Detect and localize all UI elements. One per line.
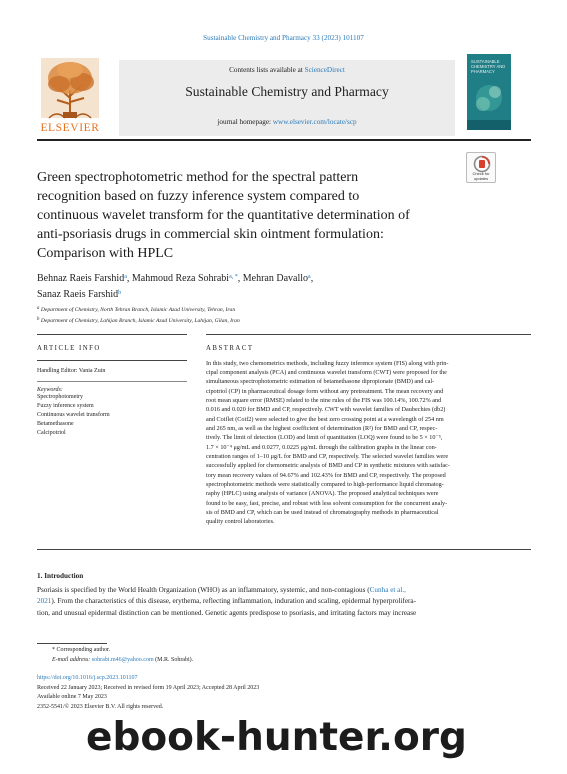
handling-editor: Handling Editor: Vania Zuin xyxy=(37,367,106,374)
journal-masthead xyxy=(37,52,531,136)
affiliation-item xyxy=(37,315,517,326)
email-label: E-mail address: xyxy=(52,656,92,663)
section-heading-introduction: 1. Introduction xyxy=(37,572,84,580)
affiliation-tag: a xyxy=(37,306,40,311)
affiliation-text: Department of Chemistry, North Tehran Branch, Islamic Azad University, Tehran, Iran xyxy=(40,307,236,313)
author-separator: , xyxy=(237,273,243,284)
received-dates: Received 22 January 2023; Received in revised form 19 April 2023; Accepted 28 April 2023 xyxy=(37,684,260,691)
journal-homepage-link[interactable]: www.elsevier.com/locate/scp xyxy=(272,118,357,126)
abstract-text: In this study, two chemometrics methods, including fuzzy inference system (FIS) along with prin- cipal component analysis (PCA) and continuous wavelet transform (CWT) were proposed for the simultaneous spectrophotometric estimation of betamethasone dipropionate (BMD) and cal- cipotriol (CP) in pharmaceutical dosage form without any pretreatment. The mean recovery and root mean square error (RMSE) related to the nine rules of the FIS was 100.14%, 100.72% and 0.016 and 0.020 for BMD and CP, respectively. CWT with wavelet families of Daubechies (db2) and Coiflet (Coif2) were selected to give the best zero crossing point at a wavelength of 254 nm and 265 nm, as well as the highest coefficient of determination (R²) for BMD and CP, respec- tively. The limit of detection (LOD) and limit of quantitation (LOQ) were found to be 5 × 10⁻⁵, 1.7 × 10⁻⁴ μg/mL and 0.0277, 0.0225 μg/mL through the calibration graphs in the linear con- centration ranges of 1–10 μg/L for BMD and CP, respectively. The selected wavelet families were successfully applied for chemometric analysis of BMD and CP in synthetic mixtures with satisfac- tory mean recovery values of 94.67% and 102.43% for BMD and CP, respectively. The proposed spectrophotometric methods were statistically compared to high-performance liquid chromatog- raphy (HPLC) using analysis of variance (ANOVA). The proposed analytical techniques were found to be easy, fast, precise, and robust with less solvent consumption for the concurrent analy- sis of BMD and CP, which can be used instead of chromatography methods in pharmaceutical quality control laboratories. xyxy=(206,359,450,526)
title-line: recognition based on fuzzy inference system compared to xyxy=(37,189,360,204)
publisher-wordmark: ELSEVIER xyxy=(40,122,100,134)
keywords-heading: Keywords: xyxy=(37,387,63,394)
check-updates-label xyxy=(467,172,495,181)
abstract-heading: ABSTRACT xyxy=(206,344,254,352)
contents-prefix: Contents lists available at xyxy=(229,66,305,74)
publication-history xyxy=(37,674,517,712)
article-info-divider xyxy=(37,381,187,382)
title-line: continuous wavelet transform for the quantitative determination of xyxy=(37,208,410,223)
author-separator: , xyxy=(310,273,314,284)
check-for-updates-button[interactable] xyxy=(466,152,496,183)
journal-title: Sustainable Chemistry and Pharmacy xyxy=(185,84,389,99)
article-info-rule xyxy=(37,360,187,361)
email-note xyxy=(52,656,512,666)
author-affiliation-marker[interactable]: a xyxy=(124,274,127,280)
cover-artwork xyxy=(467,54,511,130)
footnotes xyxy=(52,646,512,665)
doi-link[interactable]: https://doi.org/10.1016/j.scp.2023.101107 xyxy=(37,675,138,681)
introduction-paragraph xyxy=(37,585,531,619)
available-online: Available online 7 May 2023 xyxy=(37,694,107,700)
affiliation-item xyxy=(37,304,517,315)
corresponding-author-note: * Corresponding author. xyxy=(52,647,111,653)
journal-header-band xyxy=(119,60,455,136)
keyword-item[interactable]: Fuzzy inference system xyxy=(37,403,94,410)
article-info-panel xyxy=(37,334,187,438)
copyright-line: 2352-5541/© 2023 Elsevier B.V. All rights reserved. xyxy=(37,703,164,710)
article-info-heading: ARTICLE INFO xyxy=(37,344,101,352)
check-updates-line1: Check for xyxy=(472,171,490,176)
abstract-rule xyxy=(206,334,531,335)
affiliation-text: Department of Chemistry, Lahijan Branch, Islamic Azad University, Lahijan, Gilan, Iran xyxy=(40,318,240,324)
check-updates-line2: updates xyxy=(473,175,489,181)
intro-text-part: ). From the characteristics of this disease, erythema, reflecting inflammation, induration and scaling, epidermal hyperprolifera- tion, and unusual epidermal distinction can be mentioned. Genetic agents predispose to psoriasis, and irritating factors may increase xyxy=(37,597,417,617)
keyword-item[interactable]: Calcipotriol xyxy=(37,430,66,437)
affiliation-tag: b xyxy=(37,317,40,322)
author-name[interactable]: Mahmoud Reza Sohrabi xyxy=(131,273,230,284)
title-line: Green spectrophotometric method for the spectral pattern xyxy=(37,170,359,185)
footnote-rule xyxy=(37,643,107,644)
article-info-rule xyxy=(37,334,187,335)
abstract-panel xyxy=(206,334,531,527)
email-suffix: (M.R. Sohrabi). xyxy=(153,656,194,663)
author-separator: , xyxy=(126,273,132,284)
author-name[interactable]: Sanaz Raeis Farshid xyxy=(37,289,119,300)
intro-text-part: Psoriasis is specified by the World Health Organization (WHO) as an inflammatory, systemic, and non-contagious ( xyxy=(37,586,370,594)
journal-citation: Sustainable Chemistry and Pharmacy 33 (2023) 101107 xyxy=(203,34,364,42)
elsevier-logo xyxy=(37,52,103,136)
author-affiliation-marker[interactable]: b xyxy=(118,290,122,296)
email-link[interactable]: sohrabi.m46@yahoo.com xyxy=(91,656,154,663)
keyword-item[interactable]: Spectrophotometry xyxy=(37,394,83,401)
citation-link[interactable]: Cunha et al., 2021 xyxy=(37,586,406,606)
title-line: anti-psoriasis drugs in commercial skin ointment formulation: xyxy=(37,227,384,242)
author-name[interactable]: Mehran Davallo xyxy=(242,273,309,284)
journal-homepage-line xyxy=(119,118,455,126)
keyword-item[interactable]: Betamethasone xyxy=(37,421,74,428)
sciencedirect-link[interactable]: ScienceDirect xyxy=(304,66,345,74)
title-line: Comparison with HPLC xyxy=(37,246,174,261)
author-list xyxy=(37,270,517,302)
cover-title: SUSTAINABLE CHEMISTRY AND PHARMACY xyxy=(471,59,506,74)
author-affiliation-marker[interactable]: a xyxy=(308,274,311,280)
author-name[interactable]: Behnaz Raeis Farshid xyxy=(37,273,125,284)
homepage-prefix: journal homepage: xyxy=(217,118,273,126)
journal-cover-image xyxy=(467,54,511,130)
keyword-item[interactable]: Continuous wavelet transform xyxy=(37,412,110,419)
watermark-text: ebook-hunter.org xyxy=(86,715,467,760)
abstract-bottom-rule xyxy=(37,549,531,550)
author-affiliation-marker[interactable]: a, * xyxy=(229,274,238,280)
contents-line xyxy=(119,66,455,74)
affiliations xyxy=(37,304,517,326)
article-title xyxy=(37,168,467,263)
masthead-rule xyxy=(37,139,531,141)
